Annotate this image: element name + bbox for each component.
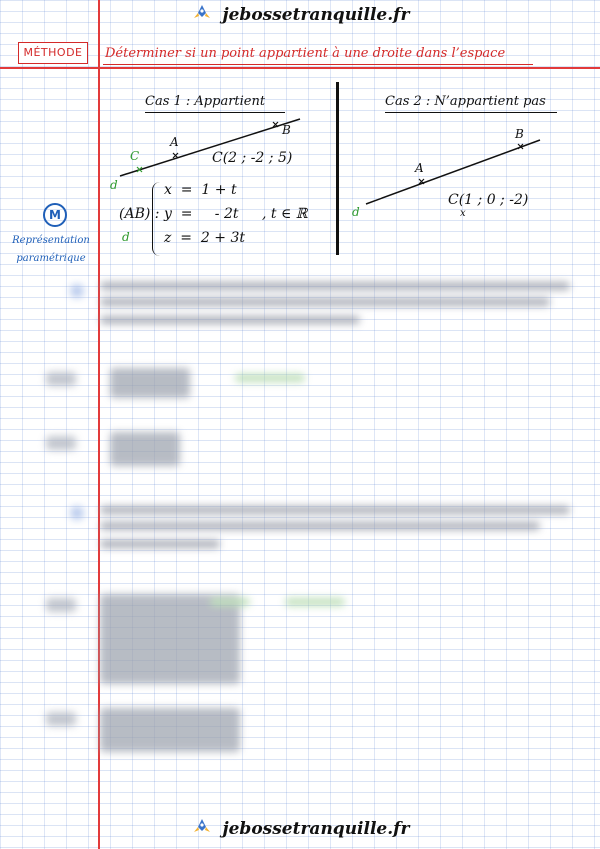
case1-point-a-mark: [173, 153, 178, 158]
system-label: (AB) :: [119, 206, 160, 222]
system-d-label: d: [122, 230, 130, 244]
blurred-green-1: [235, 374, 305, 382]
blurred-text-1: [100, 282, 570, 290]
method-badge: M: [43, 203, 67, 227]
case2-title: Cas 2 : N’appartient pas: [385, 94, 546, 109]
blurred-side-2: [46, 436, 76, 450]
case1-label-b: B: [282, 123, 291, 137]
system-eq-z: z = 2 + 3t: [164, 230, 245, 246]
blurred-exercise-area: [0, 268, 600, 808]
blurred-bullet-2: [70, 506, 84, 520]
case2-point-coords: C(1 ; 0 ; -2): [448, 192, 529, 208]
blurred-text-4: [100, 506, 570, 514]
footer-brand-text: jebossetranquille.fr: [222, 819, 410, 839]
brand-text: jebossetranquille.fr: [222, 5, 410, 25]
blurred-block-4: [100, 708, 240, 752]
side-caption-line2: paramétrique: [16, 253, 86, 264]
system-brace: [152, 182, 161, 256]
blurred-text-5: [100, 522, 540, 530]
blurred-text-3: [100, 316, 360, 324]
blurred-side-4: [46, 712, 76, 726]
case2-label-b: B: [515, 127, 524, 141]
blurred-block-3: [100, 594, 240, 684]
blurred-bullet-1: [70, 284, 84, 298]
method-label: MÉTHODE: [18, 42, 88, 64]
case1-point-coords: C(2 ; -2 ; 5): [212, 150, 293, 166]
blurred-green-2: [210, 598, 250, 606]
case2-point-c-mark: x: [460, 208, 466, 219]
rocket-logo-icon-footer: [191, 818, 213, 841]
case1-title: Cas 1 : Appartient: [145, 94, 266, 109]
case1-line-d: [120, 119, 300, 176]
system-eq-x: x = 1 + t: [164, 182, 237, 198]
site-brand-footer[interactable]: [0, 818, 600, 841]
blurred-green-3: [285, 598, 345, 606]
case1-label-a: A: [170, 135, 179, 149]
case2-label-a: A: [415, 161, 424, 175]
system-eq-y: y = - 2t: [164, 206, 239, 222]
case1-label-c: C: [130, 149, 140, 163]
blurred-text-2: [100, 298, 550, 306]
case1-label-d: d: [110, 178, 118, 192]
side-caption-line1: Représentation: [12, 235, 90, 246]
blurred-block-1: [110, 368, 190, 398]
case2-label-d: d: [352, 205, 360, 219]
blurred-side-3: [46, 598, 76, 612]
blurred-block-2: [110, 432, 180, 466]
page-title: Déterminer si un point appartient à une droite dans l’espace: [105, 46, 506, 61]
blurred-text-6: [100, 540, 220, 548]
system-parameter: , t ∈ ℝ: [262, 206, 308, 222]
blurred-side-1: [46, 372, 76, 386]
